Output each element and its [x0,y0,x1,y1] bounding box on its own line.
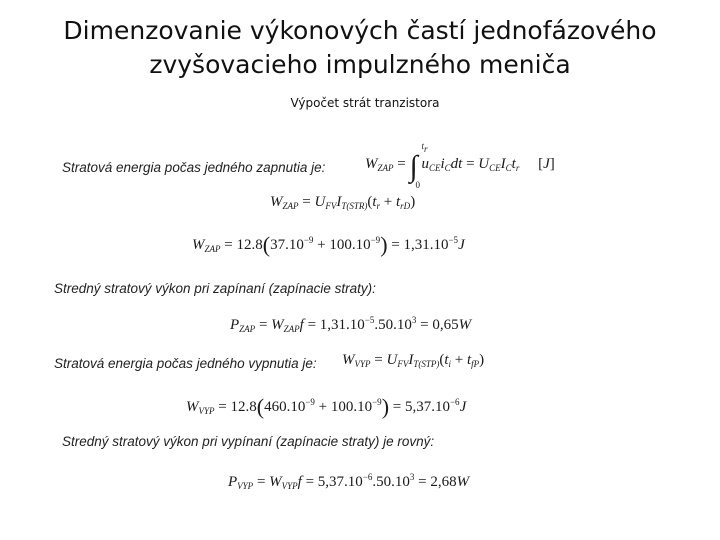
label-power-on: Stredný stratový výkon pri zapínaní (zapínacie straty): [54,281,376,296]
equation-w-vyp-formula: $W_{VYP} = U_{FV}I_{T(STP)}(t_i + t_{fP})$ [342,352,485,369]
equation-w-zap-value: $W_{ZAP} = 12.8(37.10^{-9} + 100.10^{-9}) = 1,31.10^{-5}J$ [192,232,465,257]
title-line-2: zvyšovacieho impulzného meniča [149,50,571,79]
page-title [60,14,660,82]
section-subtitle: Výpočet strát tranzistora [290,96,440,110]
equation-w-zap-integral: $W_{ZAP}$ = ∫ $t_r$ 0 $u_{CE}i_Cdt = U_{CE}I_Ct_r$ [J] [365,141,555,190]
equation-w-zap-formula: $W_{ZAP} = U_{FV}I_{T(STR)}(t_r + t_{rD})$ [270,194,416,211]
label-energy-off: Stratová energia počas jedného vypnutia je: [54,356,317,371]
equation-p-zap-value: $P_{ZAP} = W_{ZAP}f = 1,31.10^{-5}.50.10^3 = 0,65W$ [230,315,472,334]
label-power-off: Stredný stratový výkon pri vypínaní (zapínacie straty) je rovný: [62,434,435,449]
equation-p-vyp-value: $P_{VYP} = W_{VYP}f = 5,37.10^{-6}.50.10^3 = 2,68W$ [228,472,470,491]
label-energy-on: Stratová energia počas jedného zapnutia je: [62,160,326,175]
title-line-1: Dimenzovanie výkonových častí jednofázového [63,16,657,45]
equation-w-vyp-value: $W_{VYP} = 12.8(460.10^{-9} + 100.10^{-9}) = 5,37.10^{-6}J$ [186,394,467,419]
